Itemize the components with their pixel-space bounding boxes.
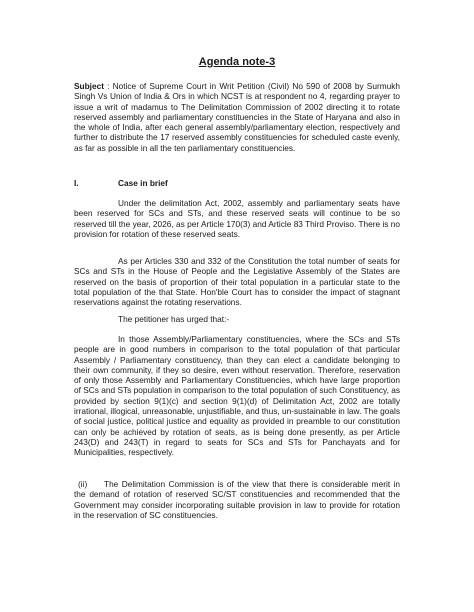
section-title: Case in brief	[118, 178, 168, 188]
paragraph-number: (ii)	[78, 479, 88, 489]
paragraph-petitioner-argument: In those Assembly/Parliamentary constituencies, where the SCs and STs people are in good numbers in comparison to the total population of that particular Assembly / Parliamentary constituency, than they can elect a candidate belonging to their own community, if they so desire, even without reservation. Therefore, reservation of only those Assembly and Parliamentary Constituencies, which have large proportion of SCs and STs population in comparison to the total population of such Constituency, as provided by section 9(1)(c) and section 9(1)(d) of Delimitation Act, 2002 are totally irrational, illogical, unreasonable, unjustifiable, and thus, un-sustainable in law. The goals of social justice, political justice and equality as provided in preamble to our constitution can only be achieved by rotation of seats, as is being done presently, as per Article 243(D) and 243(T) in regard to seats for SCs and STs for Panchayats and for Municipalities, respectively.	[74, 334, 400, 458]
paragraph-commission-view	[74, 479, 400, 520]
subject-label: Subject	[74, 81, 104, 91]
paragraph-delimitation-act: Under the delimitation Act, 2002, assembly and parliamentary seats have been reserved for SCs and STs, and these reserved seats will continue to be so reserved till the year, 2026, as per Article 170(3) and Article 83 Third Proviso. There is no provision for rotation of these reserved seats.	[74, 198, 400, 239]
page-title: Agenda note-3	[198, 56, 276, 68]
section-heading	[74, 178, 400, 188]
paragraph-commission-text: The Delimitation Commission is of the view that there is considerable merit in the demand of rotation of reserved SC/ST constituencies and recommended that the Government may consider incorporating suitable provision in law to provide for rotation in the reservation of SC constituencies.	[74, 479, 400, 520]
section-number: I.	[74, 178, 79, 188]
subject-paragraph	[74, 81, 400, 153]
paragraph-articles: As per Articles 330 and 332 of the Constitution the total number of seats for SCs and STs in the House of People and the Legislative Assembly of the States are reserved on the basis of proportion of their total population in a particular state to the total population of the that State. Hon'ble Court has to consider the impact of stagnant reservations against the rotating reservations.	[74, 256, 400, 308]
subject-text: : Notice of Supreme Court in Writ Petition (Civil) No 590 of 2008 by Surmukh Singh Vs Union of India & Ors in which NCST is at respondent no 4, regarding prayer to issue a writ of madamus to The Delimitation Commission of 2002 directing it to rotate reserved assembly and parliamentary constituencies in the State of Haryana and also in the whole of India, after each general assembly/parliamentary election, respectively and further to distribute the 17 reserved assembly constituencies for scheduled caste evenly, as far as possible in all the ten parliamentary constituencies.	[74, 81, 400, 153]
paragraph-petitioner: The petitioner has urged that:-	[118, 314, 230, 324]
